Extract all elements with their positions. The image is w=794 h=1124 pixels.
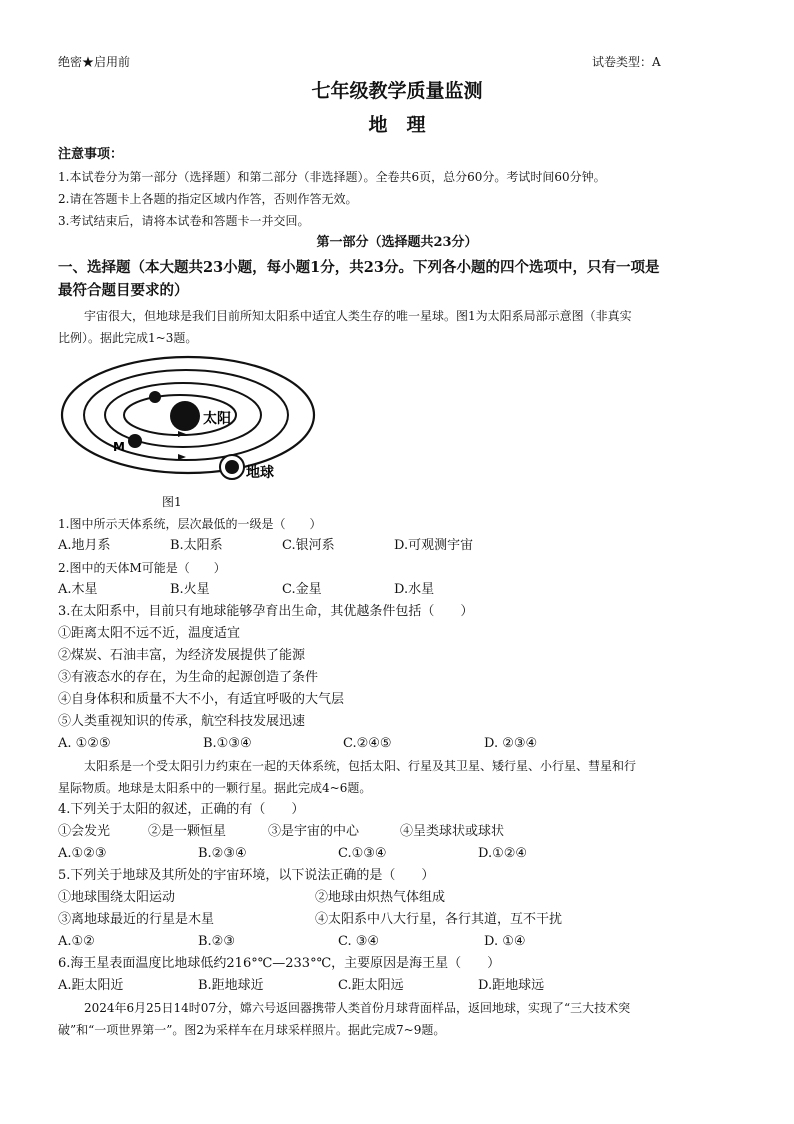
q3-statement: ⑤人类重视知识的传承，航空科技发展迅速 [58,714,306,729]
q3-option-d[interactable]: D. ②③④ [484,736,538,751]
q5-option-b[interactable]: B.②③ [198,934,235,949]
note-item: 2.请在答题卡上各题的指定区域内作答，否则作答无效。 [58,192,358,206]
q4-option-c[interactable]: C.①③④ [338,846,387,861]
q4-option-d[interactable]: D.①②④ [478,846,528,861]
q5-statement: ②地球由炽热气体组成 [315,890,446,905]
earth-label: 地球 [246,465,274,481]
question-5-stem: 5.下列关于地球及其所处的宇宙环境，以下说法正确的是（ ） [58,868,435,883]
q5-option-d[interactable]: D. ①④ [484,934,526,949]
question-1-stem: 1.图中所示天体系统，层次最低的一级是（ ） [58,517,322,531]
q4-statement: ③是宇宙的中心 [268,824,360,839]
q6-option-b[interactable]: B.距地球近 [198,978,264,993]
paper-type-label: 试卷类型：A [592,55,661,69]
inner-planet [149,391,161,403]
q3-option-c[interactable]: C.②④⑤ [343,736,392,751]
q4-statement: ①会发光 [58,824,111,839]
intro-paragraph-cont: 比例）。据此完成1~3题。 [58,331,198,345]
figure-solar-system [58,353,318,488]
orbit-arrow [178,431,186,437]
q2-option-b[interactable]: B.火星 [170,582,210,597]
question-3-stem: 3.在太阳系中，目前只有地球能够孕育出生命，其优越条件包括（ ） [58,604,474,619]
q3-statement: ④自身体积和质量不大不小，有适宜呼吸的大气层 [58,692,345,707]
note-item: 1.本试卷分为第一部分（选择题）和第二部分（非选择题）。全卷共6页，总分60分。考试时间60分钟。 [58,170,606,184]
subject-title: 地 理 [368,114,426,136]
section1-title: 一、选择题（本大题共23小题，每小题1分，共23分。下列各小题的四个选项中，只有一项是 [58,259,660,276]
q5-statement: ①地球围绕太阳运动 [58,890,176,905]
q2-option-d[interactable]: D.水星 [394,582,435,597]
sun-label: 太阳 [203,411,231,427]
q3-statement: ①距离太阳不远不近，温度适宜 [58,626,241,641]
intro-paragraph: 2024年6月25日14时07分，嫦六号返回器携带人类首份月球背面样品，返回地球，实现了“三大技术突 [84,1001,631,1015]
solar-system-diagram [58,353,318,488]
earth-body [225,460,239,474]
question-4-stem: 4.下列关于太阳的叙述，正确的有（ ） [58,802,305,817]
q6-option-c[interactable]: C.距太阳远 [338,978,404,993]
q5-option-a[interactable]: A.①② [58,934,95,949]
secret-label: 绝密★启用前 [58,55,131,69]
q4-option-a[interactable]: A.①②③ [58,846,107,861]
q5-statement: ③离地球最近的行星是木星 [58,912,215,927]
q4-statement: ②是一颗恒星 [148,824,227,839]
q3-statement: ②煤炭、石油丰富，为经济发展提供了能源 [58,648,306,663]
q1-option-b[interactable]: B.太阳系 [170,538,223,553]
q4-option-b[interactable]: B.②③④ [198,846,247,861]
intro-paragraph-cont: 破”和“一项世界第一”。图2为采样车在月球采样照片。据此完成7~9题。 [58,1023,446,1037]
q2-option-a[interactable]: A.木星 [58,582,98,597]
q1-option-c[interactable]: C.银河系 [282,538,335,553]
q3-statement: ③有液态水的存在，为生命的起源创造了条件 [58,670,319,685]
note-item: 3.考试结束后，请将本试卷和答题卡一并交回。 [58,214,310,228]
question-6-stem: 6.海王星表面温度比地球低约216°℃—233°℃，主要原因是海王星（ ） [58,956,501,971]
m-label: M [113,440,125,454]
figure1-caption: 图1 [162,495,182,509]
q3-option-a[interactable]: A. ①②⑤ [58,736,111,751]
q1-option-a[interactable]: A.地月系 [58,538,111,553]
q2-option-c[interactable]: C.金星 [282,582,322,597]
q6-option-a[interactable]: A.距太阳近 [58,978,124,993]
section1-title-cont: 最符合题目要求的） [58,282,189,299]
planet-m [128,434,142,448]
sun-body [170,401,200,431]
q5-statement: ④太阳系中八大行星，各行其道，互不干扰 [315,912,563,927]
notes-heading: 注意事项： [58,147,124,162]
intro-paragraph: 宇宙很大，但地球是我们目前所知太阳系中适宜人类生存的唯一星球。图1为太阳系局部示意图（非真实 [84,309,632,323]
q1-option-d[interactable]: D.可观测宇宙 [394,538,474,553]
q6-option-d[interactable]: D.距地球远 [478,978,545,993]
intro-paragraph-cont: 星际物质。地球是太阳系中的一颗行星。据此完成4~6题。 [58,781,372,795]
exam-title: 七年级教学质量监测 [311,80,483,102]
question-2-stem: 2.图中的天体M可能是（ ） [58,561,226,575]
intro-paragraph: 太阳系是一个受太阳引力约束在一起的天体系统，包括太阳、行星及其卫星、矮行星、小行星、彗星和行 [84,759,637,773]
q5-option-c[interactable]: C. ③④ [338,934,380,949]
q3-option-b[interactable]: B.①③④ [203,736,252,751]
part1-title: 第一部分（选择题共23分） [316,235,478,250]
q4-statement: ④呈类球状或球状 [400,824,505,839]
